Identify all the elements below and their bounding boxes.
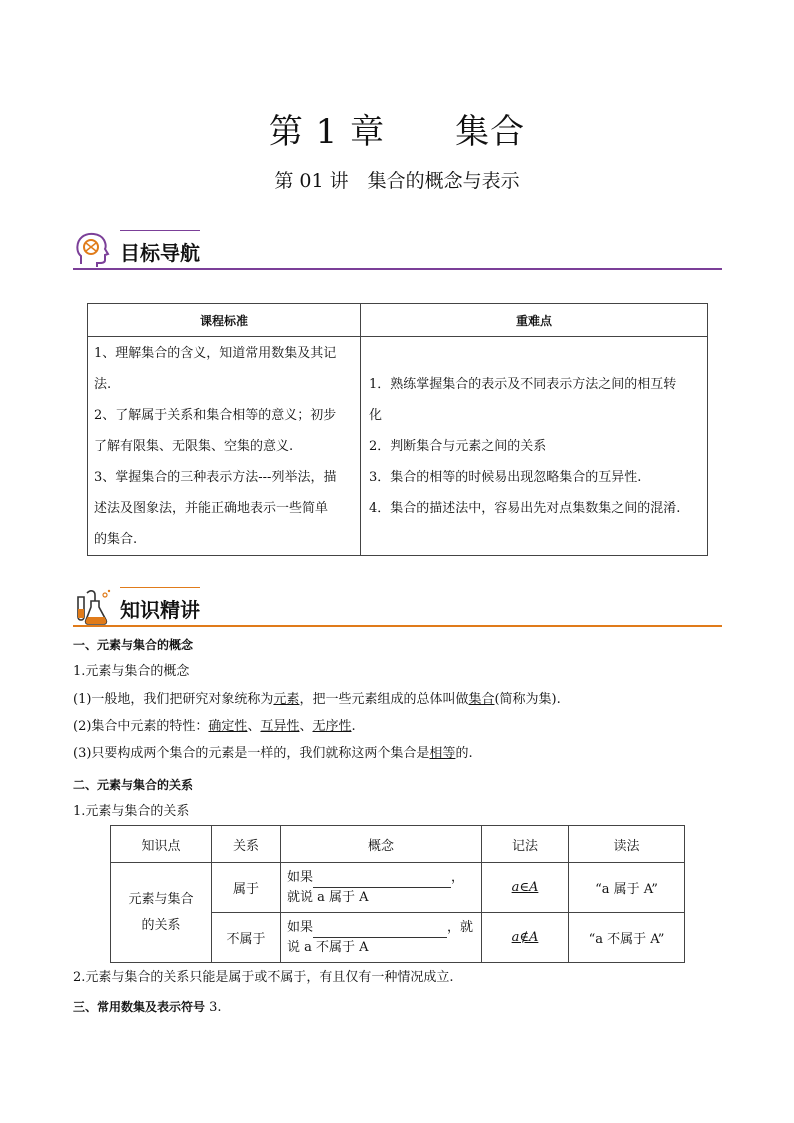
goals-standards-cell: [88, 337, 361, 556]
relation-notation: a∈A: [482, 863, 569, 913]
heading-element-relation: 二、元素与集合的关系: [73, 778, 194, 792]
goals-header-keypoints: 重难点: [361, 304, 708, 337]
relation-topic-cell: 元素与集合 的关系: [111, 863, 212, 963]
goals-header-standard: 课程标准: [88, 304, 361, 337]
section-label-goals: 目标导航: [120, 241, 200, 265]
chapter-title: 第 1 章 集合: [268, 112, 526, 152]
relation-type: 不属于: [212, 913, 281, 963]
section-topline: [120, 230, 200, 231]
goals-keypoints-cell: [361, 337, 708, 556]
relation-notation: a∉A: [482, 913, 569, 963]
heading-element-concept: 一、元素与集合的概念: [73, 638, 194, 652]
standard-line: 2、了解属于关系和集合相等的意义；初步: [94, 407, 337, 423]
section-topline: [120, 587, 200, 588]
paragraph-relation-rule: 2.元素与集合的关系只能是属于或不属于，有且仅有一种情况成立.: [73, 970, 454, 985]
section-divider: [73, 625, 722, 627]
relation-header: 概念: [281, 826, 482, 863]
relation-table: [110, 825, 685, 963]
section-divider: [73, 268, 722, 270]
keypoint-line: 化: [369, 407, 383, 423]
standard-line: 1、理解集合的含义，知道常用数集及其记: [94, 345, 337, 361]
lecture-title: 第 01 讲 集合的概念与表示: [274, 170, 520, 192]
flask-icon: [73, 587, 113, 627]
paragraph-element-properties: (2)集合中元素的特性：确定性、互异性、无序性.: [73, 719, 356, 734]
relation-type: 属于: [212, 863, 281, 913]
section-label-knowledge: 知识精讲: [120, 598, 200, 622]
standard-line: 了解有限集、无限集、空集的意义.: [94, 438, 294, 454]
relation-reading: “a 属于 A”: [569, 863, 685, 913]
subheading-element-relation: 1.元素与集合的关系: [73, 804, 190, 819]
standard-line: 的集合.: [94, 531, 138, 547]
brain-head-icon: [73, 230, 113, 270]
relation-reading: “a 不属于 A”: [569, 913, 685, 963]
keypoint-line: 1．熟练掌握集合的表示及不同表示方法之间的相互转: [369, 376, 677, 392]
relation-header: 记法: [482, 826, 569, 863]
standard-line: 3、掌握集合的三种表示方法---列举法，描: [94, 469, 337, 485]
goals-table: [87, 303, 708, 556]
standard-line: 述法及图象法，并能正确地表示一些简单: [94, 500, 329, 516]
heading-number-sets: 三、常用数集及表示符号 3.: [73, 1000, 222, 1015]
relation-header: 知识点: [111, 826, 212, 863]
relation-concept: 如果 ，就 说 a 不属于 A: [281, 913, 482, 963]
keypoint-line: 2．判断集合与元素之间的关系: [369, 438, 547, 454]
relation-concept: 如果 ， 就说 a 属于 A: [281, 863, 482, 913]
section-header-goals: [73, 230, 722, 270]
section-header-knowledge: [73, 587, 722, 627]
keypoint-line: 3．集合的相等的时候易出现忽略集合的互异性.: [369, 469, 642, 485]
relation-header: 读法: [569, 826, 685, 863]
relation-header: 关系: [212, 826, 281, 863]
paragraph-element-definition: (1)一般地，我们把研究对象统称为元素，把一些元素组成的总体叫做集合(简称为集).: [73, 692, 561, 707]
paragraph-set-equality: (3)只要构成两个集合的元素是一样的，我们就称这两个集合是相等的.: [73, 746, 473, 761]
standard-line: 法.: [94, 376, 112, 392]
keypoint-line: 4．集合的描述法中，容易出先对点集数集之间的混淆.: [369, 500, 681, 516]
subheading-element-concept: 1.元素与集合的概念: [73, 664, 190, 679]
